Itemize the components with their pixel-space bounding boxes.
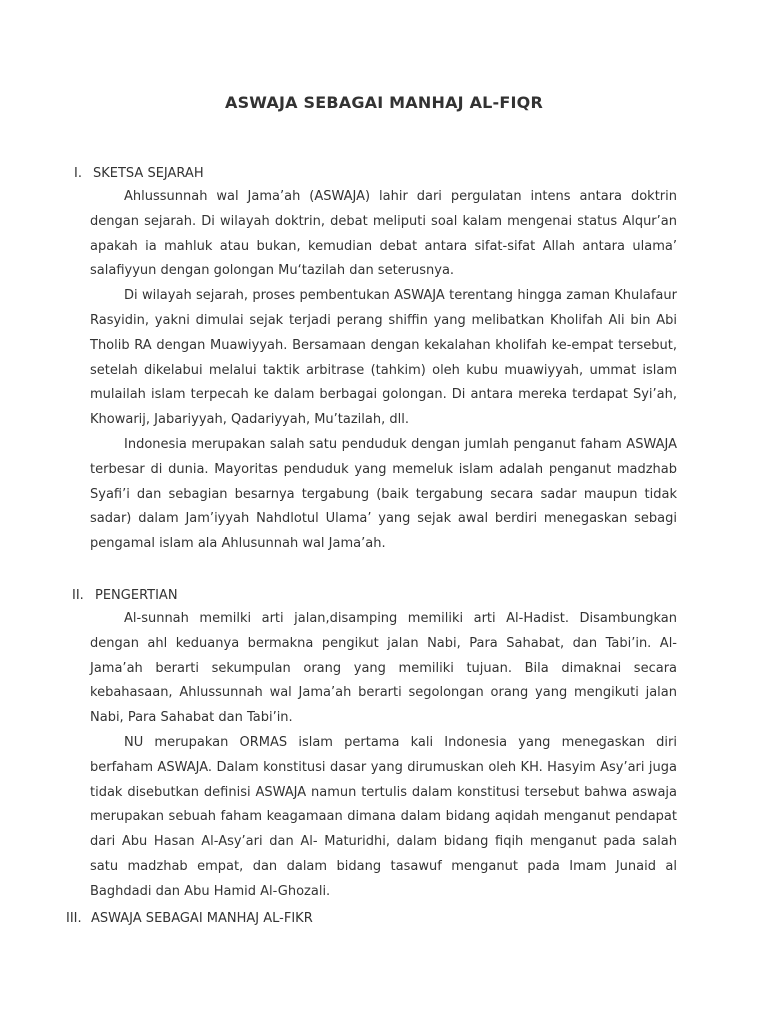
paragraph: NU merupakan ORMAS islam pertama kali Indonesia yang menegaskan diri berfaham ASWAJA. Dalam konstitusi dasar yang dirumuskan oleh KH. Hasyim Asy’ari juga tidak disebutkan definisi ASWAJA namun tertulis dalam konstitusi tersebut bahwa aswaja merupakan sebuah faham keagamaan dimana dalam bidang aqidah menganut pendapat dari Abu Hasan Al-Asy’ari dan Al- Maturidhi, dalam bidang fiqih menganut pada salah satu madzhab empat, dan dalam bidang tasawuf menganut pada Imam Junaid al Baghdadi dan Abu Hamid Al-Ghozali. <box>90 734 677 899</box>
section-number: II. <box>72 588 84 603</box>
section-body-pengertian <box>90 607 677 905</box>
paragraph: Ahlussunnah wal Jama’ah (ASWAJA) lahir dari pergulatan intens antara doktrin dengan sejarah. Di wilayah doktrin, debat meliputi soal kalam mengenai status Alqur’an apakah ia mahluk atau bukan, kemudian debat antara sifat-sifat Allah antara ulama’ salafiyyun dengan golongan Mu‘tazilah dan seterusnya. <box>90 189 677 279</box>
section-heading-sketsa-sejarah <box>74 166 204 181</box>
section-heading-manhaj-al-fikr <box>66 911 313 926</box>
section-title: SKETSA SEJARAH <box>93 166 204 181</box>
section-number: I. <box>74 166 82 181</box>
paragraph: Indonesia merupakan salah satu penduduk dengan jumlah penganut faham ASWAJA terbesar di dunia. Mayoritas penduduk yang memeluk islam adalah penganut madzhab Syafi’i dan sebagian besarnya tergabung (baik tergabung secara sadar maupun tidak sadar) dalam Jam’iyyah Nahdlotul Ulama’ yang sejak awal berdiri menegaskan sebagi pengamal islam ala Ahlusunnah wal Jama’ah. <box>90 436 677 552</box>
section-heading-pengertian <box>72 588 178 603</box>
document-title: ASWAJA SEBAGAI MANHAJ AL-FIQR <box>224 93 543 112</box>
section-body-sketsa-sejarah <box>90 185 677 557</box>
section-number: III. <box>66 911 82 926</box>
section-title: PENGERTIAN <box>95 588 178 603</box>
section-title: ASWAJA SEBAGAI MANHAJ AL-FIKR <box>91 911 313 926</box>
paragraph: Di wilayah sejarah, proses pembentukan ASWAJA terentang hingga zaman Khulafaur Rasyidin, yakni dimulai sejak terjadi perang shiffin yang melibatkan Kholifah Ali bin Abi Tholib RA dengan Muawiyyah. Bersamaan dengan kekalahan kholifah ke-empat tersebut, setelah dikelabui melalui taktik arbitrase (tahkim) oleh kubu muawiyyah, ummat islam mulailah islam terpecah ke dalam berbagai golongan. Di antara mereka terdapat Syi’ah, Khowarij, Jabariyyah, Qadariyyah, Mu’tazilah, dll. <box>90 288 677 428</box>
paragraph: Al-sunnah memilki arti jalan,disamping memiliki arti Al-Hadist. Disambungkan dengan ahl keduanya bermakna pengikut jalan Nabi, Para Sahabat, dan Tabi’in. Al-Jama’ah berarti sekumpulan orang yang memiliki tujuan. Bila dimaknai secara kebahasaan, Ahlussunnah wal Jama’ah berarti segolongan orang yang mengikuti jalan Nabi, Para Sahabat dan Tabi’in. <box>90 611 677 726</box>
